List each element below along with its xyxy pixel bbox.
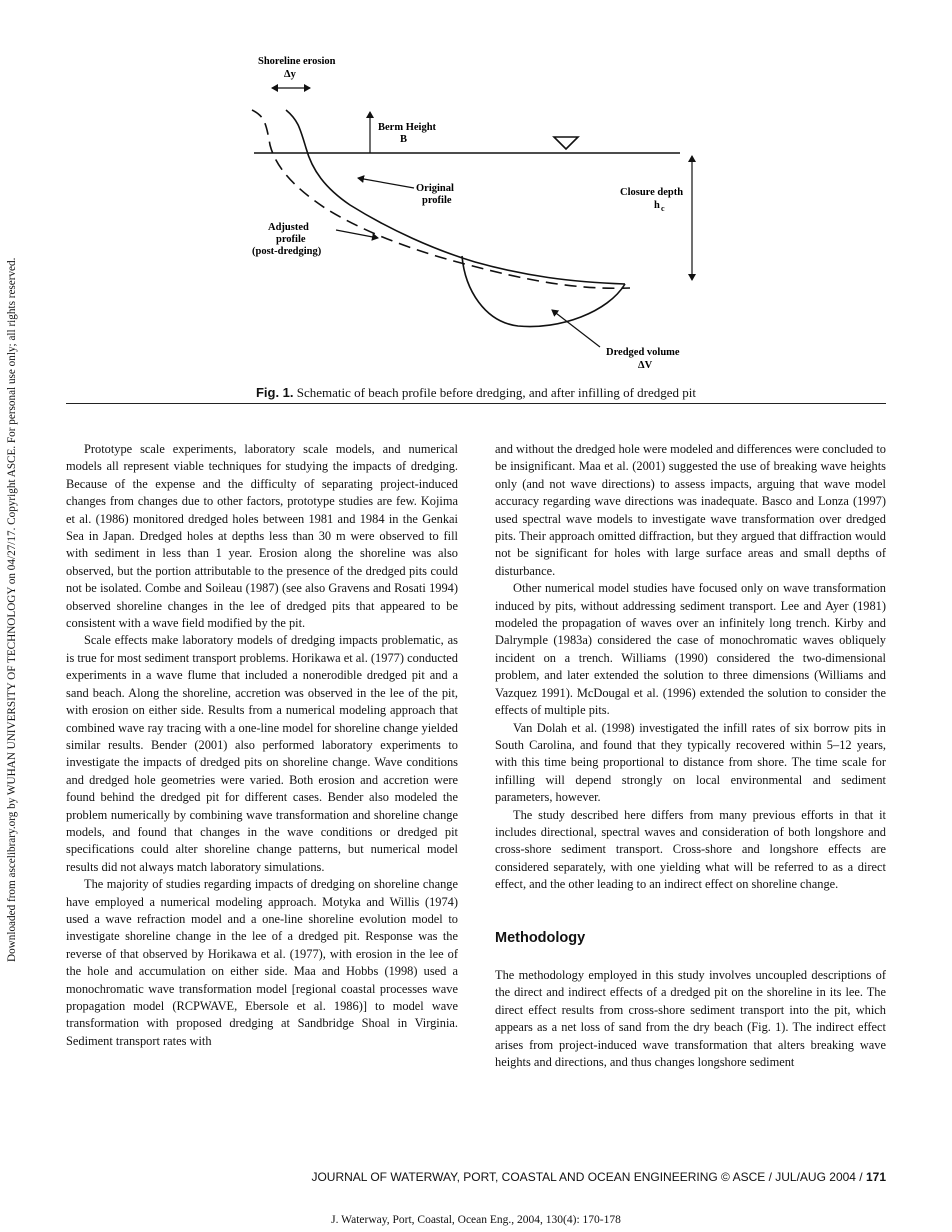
paragraph: Scale effects make laboratory models of dredging impacts problematic, as is true for most sediment transport problems. Horikawa et al. (1977) conducted experiments in a wave flume that included a nonerodible dredged pit and a sand beach. Along the shoreline, accretion was observed in the lee of the pit, with erosion on either side. Results from a numerical modeling approach that combined wave ray tracing with a one-line model for shoreline change yielded similar results. Bender (2001) also performed laboratory experiments to investigate the impacts of dredged pits on shoreline change. Wave conditions and dredged hole geometries were varied. Both erosion and accretion were found behind the dredged pit for different cases. Bender also modeled the problem numerically by combining wave transformation and shoreline change models, and found that changes in the wave conditions or dredged pit specifications could alter shoreline change patterns, but numerical model results did not always match laboratory simulations. [66, 633, 458, 874]
right-column [495, 441, 886, 1071]
section-heading-methodology: Methodology [495, 929, 586, 946]
paragraph: Prototype scale experiments, laboratory scale models, and numerical models all represent viable techniques for studying the impacts of dredging. Because of the expense and the difficulty of separating project-induced changes from changes due to other factors, prototype studies are few. Kojima et al. (1986) monitored dredged holes between 1981 and 1984 in the Genkai Sea in Japan. Dredged holes at depths less than 30 m were observed to fill with sediment in less than 1 year. Erosion along the shoreline was also observed, but the portion attributable to the presence of the dredged pits could not be isolated. Combe and Soileau (1987) (see also Gravens and Rosati 1994) observed shoreline changes in the lee of dredged pits that appeared to be consistent with a wave field modified by the pit. [66, 442, 458, 631]
paragraph: and without the dredged hole were modeled and differences were concluded to be insignificant. Maa et al. (2001) suggested the use of breaking wave heights only (and not wave directions) to assess impacts, arguing that wave model accuracy regarding wave directions was inadequate. Basco and Lonza (1997) used spectral wave models to investigate wave transformation over dredged pits. Their approach omitted diffraction, but they argued that diffraction would not be significant for holes with large surface areas and small depths of disturbance. [495, 442, 886, 578]
label-closure-sub: c [661, 204, 665, 213]
label-berm-b: B [400, 134, 408, 145]
journal-footer [0, 1170, 886, 1184]
beach-profile-figure [240, 50, 700, 380]
adjusted-profile-pointer [336, 230, 378, 238]
dredged-volume-pointer [552, 310, 600, 347]
paragraph: Van Dolah et al. (1998) investigated the infill rates of six borrow pits in South Carolina, and found that they typically recovered within 5–12 years, with this time being proportional to distance from shore. The time scale for infilling will depend strongly on local environmental and sediment parameters, however. [495, 720, 886, 805]
caption-text: Schematic of beach profile before dredging, and after infilling of dredged pit [293, 385, 697, 400]
label-shoreline-erosion: Shoreline erosion [258, 56, 336, 67]
label-original-profile-2: profile [422, 195, 452, 206]
original-profile-pointer [358, 178, 414, 188]
label-adjusted-1: Adjusted [268, 222, 309, 233]
figure-caption [0, 385, 952, 401]
water-level-symbol [554, 137, 578, 149]
label-closure-depth: Closure depth [620, 187, 684, 198]
paragraph: The methodology employed in this study involves uncoupled descriptions of the direct and indirect effects of a dredged pit on the shoreline in its lee. The direct effect results from cross-shore sediment transport into the pit, which appears as a net loss of sand from the dry beach (Fig. 1). The indirect effect arises from project-induced wave transformation that alters breaking wave heights and directions, and thus changes longshore sediment [495, 967, 886, 1069]
label-closure-h: h [654, 200, 660, 211]
citation-footer: J. Waterway, Port, Coastal, Ocean Eng., 2004, 130(4): 170-178 [331, 1214, 621, 1226]
caption-label: Fig. 1. [255, 385, 294, 400]
label-dredged-dv: ΔV [638, 360, 653, 371]
paragraph: The study described here differs from many previous efforts in that it includes directional, spectral waves and consideration of both longshore and cross-shore sediment transport. Cross-shore and longshore effects are considered separately, with one yielding what will be referred to as a direct effect, and the other leading to an indirect effect on shoreline change. [495, 807, 886, 892]
label-dredged-volume: Dredged volume [606, 347, 680, 358]
left-column [66, 441, 458, 1050]
label-original-profile-1: Original [416, 183, 454, 194]
dredged-pit-curve [462, 256, 625, 327]
label-delta-y: Δy [284, 69, 296, 80]
caption-divider [66, 403, 886, 404]
paragraph: The majority of studies regarding impacts of dredging on shoreline change have employed a numerical modeling approach. Motyka and Willis (1974) used a wave refraction model and a one-line shoreline evolution model to investigate shoreline change in the lee of a dredged pit. Response was the reverse of that observed by Horikawa et al. (1977), with erosion in the lee of the hole and accumulation on either side. Maa and Hobbs (1998) used a monochromatic wave transformation model [regional coastal processes wave propagation model (RCPWAVE, Ebersole et al. 1986)] to model wave transformation with proposed dredging at Sandbridge Shoal in Virginia. Sediment transport rates with [66, 877, 458, 1048]
page-number: 171 [865, 1170, 886, 1184]
label-berm-height: Berm Height [378, 122, 437, 133]
journal-footer-text: JOURNAL OF WATERWAY, PORT, COASTAL AND OCEAN ENGINEERING © ASCE / JUL/AUG 2004 / [311, 1170, 866, 1184]
paragraph: Other numerical model studies have focused only on wave transformation induced by pits, without addressing sediment transport. Lee and Ayer (1981) modeled the propagation of waves over an infinitely long trench. Kirby and Dalrymple (1983a) considered the case of monochromatic waves obliquely incident on a trench. Williams (1990) considered the two-dimensional problem, and later extended the solution to three dimensions (Williams and Vazquez 1991). McDougal et al. (1996) extended the solution to consider the effects of multiple pits. [495, 581, 886, 718]
label-adjusted-2: profile [276, 234, 306, 245]
label-adjusted-3: (post-dredging) [252, 246, 322, 257]
download-notice: Downloaded from ascelibrary.org by WUHAN UNIVERSITY OF TECHNOLOGY on 04/27/17. Copyright ASCE. For personal use only; all rights reserved. [6, 257, 18, 963]
original-profile-curve [286, 110, 625, 284]
